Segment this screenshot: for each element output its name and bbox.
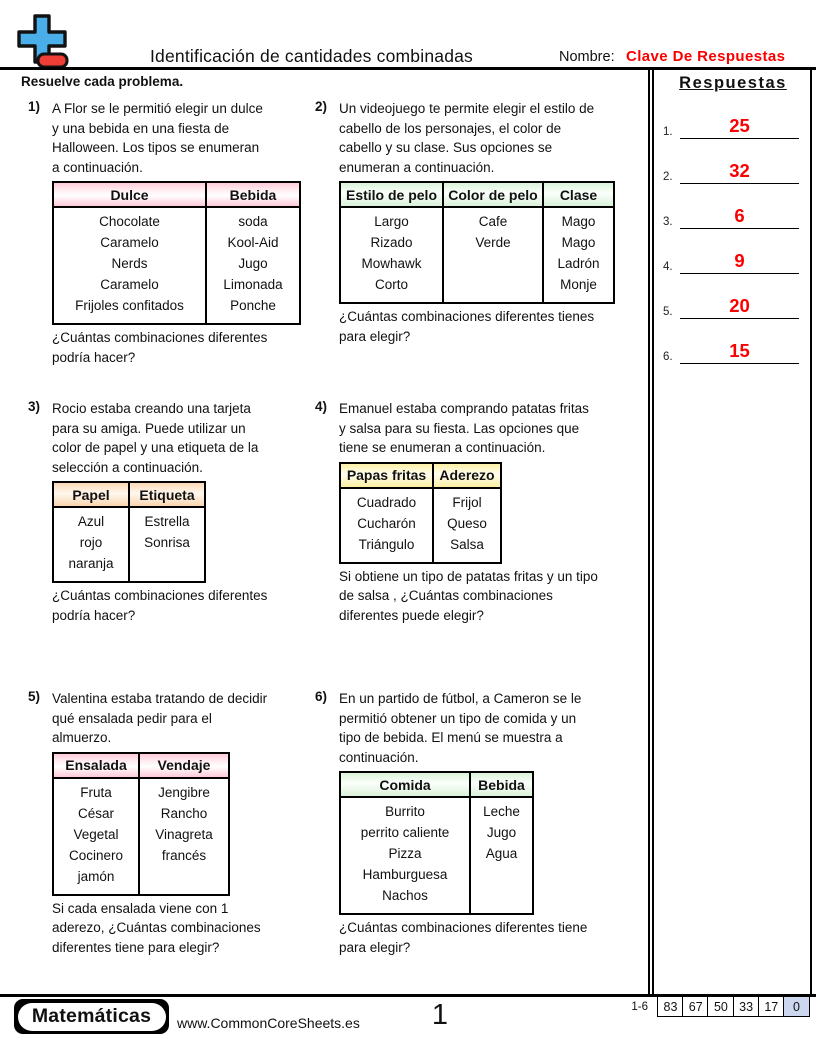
table-header-cell: Bebida <box>206 182 300 207</box>
name-label: Nombre: <box>559 49 615 65</box>
text-line: qué ensalada pedir para el <box>52 710 212 726</box>
header-divider <box>0 67 816 70</box>
table-value: Jugo <box>486 825 517 840</box>
website-text: www.CommonCoreSheets.es <box>177 1015 360 1031</box>
table-value: Hamburguesa <box>362 867 448 882</box>
table-value: Jugo <box>238 256 268 271</box>
problem-text <box>52 399 324 477</box>
text-line: para elegir? <box>339 328 411 344</box>
text-line: Emanuel estaba comprando patatas fritas <box>339 401 589 416</box>
answer-value: 9 <box>734 250 745 271</box>
answer-blank-line <box>680 238 799 274</box>
problem-text <box>52 689 324 748</box>
table-value: Jengibre <box>158 784 210 800</box>
text-line: podría hacer? <box>52 349 136 365</box>
answer-blank-line <box>680 283 799 319</box>
text-line: y salsa para su fiesta. Las opciones que <box>339 420 580 436</box>
answer-blank-line <box>680 328 799 364</box>
text-line: continuación. <box>339 749 419 765</box>
table-value: Cafe <box>478 214 508 229</box>
options-table <box>52 752 230 896</box>
table-header-cell: Etiqueta <box>129 482 205 507</box>
text-line: almuerzo. <box>52 730 112 745</box>
answer-number: 5. <box>663 306 673 319</box>
text-line: selección a continuación. <box>52 459 203 475</box>
name-value: Clave De Respuestas <box>626 48 786 65</box>
table-header-cell: Papas fritas <box>340 463 433 488</box>
answer-blank-line <box>680 193 799 229</box>
table-value: Cucharón <box>357 515 416 531</box>
text-line: y una bebida en una fiesta de <box>52 120 230 136</box>
problem-text <box>339 99 647 177</box>
text-line: ¿Cuántas combinaciones diferentes tienes <box>339 309 595 324</box>
score-box: 17 <box>758 996 785 1017</box>
score-box: 33 <box>733 996 760 1017</box>
table-values-cell <box>139 778 229 895</box>
table-value: Vegetal <box>73 826 119 842</box>
problem-3 <box>28 399 324 625</box>
score-boxes <box>657 996 810 1017</box>
text-line: A Flor se le permitió elegir un dulce <box>52 101 263 116</box>
text-line: aderezo, ¿Cuántas combinaciones <box>52 920 261 935</box>
table-value: Nachos <box>382 888 428 903</box>
problem-text <box>52 99 324 177</box>
table-values-cell <box>340 488 433 563</box>
answer-number: 4. <box>663 261 673 274</box>
table-value: Queso <box>447 515 487 531</box>
problem-question <box>52 899 324 958</box>
text-line: enumeran a continuación. <box>339 159 495 175</box>
text-line: cabello y su clase. Sus opciones se <box>339 140 553 155</box>
table-value: Ladrón <box>557 256 600 271</box>
text-line: En un partido de fútbol, a Cameron se le <box>339 691 582 706</box>
table-header-cell: Vendaje <box>139 753 229 778</box>
table-values-cell <box>340 797 470 914</box>
options-table <box>339 181 615 304</box>
answer-value: 20 <box>729 295 750 316</box>
table-value: Limonada <box>223 277 283 292</box>
table-value: Ponche <box>230 298 276 313</box>
answers-title: Respuestas <box>679 74 787 92</box>
table-value: Cuadrado <box>356 494 417 510</box>
problem-6 <box>315 689 647 957</box>
text-line: tipo de bebida. El menú se muestra a <box>339 730 563 745</box>
table-value: Kool-Aid <box>227 235 279 250</box>
table-value: Monje <box>560 277 597 292</box>
problem-2 <box>315 99 647 346</box>
text-line: ¿Cuántas combinaciones diferentes <box>52 330 268 345</box>
table-value: Rancho <box>160 805 208 821</box>
problem-number: 3) <box>28 399 41 414</box>
text-line: de salsa , ¿Cuántas combinaciones <box>339 588 553 603</box>
table-value: Caramelo <box>100 235 159 250</box>
answer-blank-line <box>680 148 799 184</box>
table-value: Estrella <box>144 514 190 529</box>
table-header-cell: Dulce <box>53 182 206 207</box>
table-value: Mago <box>561 235 596 250</box>
text-line: para elegir? <box>339 939 411 955</box>
problem-1 <box>28 99 324 367</box>
text-line: color de papel y una etiqueta de la <box>52 440 259 455</box>
table-values-cell <box>129 507 205 582</box>
table-value: perrito caliente <box>360 825 450 840</box>
problem-number: 4) <box>315 399 328 414</box>
table-header-cell: Clase <box>543 182 614 207</box>
problem-question <box>52 586 324 625</box>
table-value: naranja <box>68 556 114 571</box>
table-value: Frijol <box>452 494 482 510</box>
table-values-cell <box>443 207 543 303</box>
text-line: podría hacer? <box>52 607 136 623</box>
table-value: Rizado <box>370 235 413 250</box>
table-value: Mago <box>561 214 596 229</box>
table-header-cell: Ensalada <box>53 753 139 778</box>
table-value: Salsa <box>450 536 484 552</box>
instruction-text: Resuelve cada problema. <box>21 74 184 89</box>
options-table <box>339 771 534 915</box>
answer-item <box>654 229 812 274</box>
table-value: Triángulo <box>358 536 415 552</box>
table-values-cell <box>53 778 139 895</box>
table-value: jamón <box>77 868 115 884</box>
answer-number: 3. <box>663 216 673 229</box>
text-line: a continuación. <box>52 159 143 175</box>
problem-number: 1) <box>28 99 41 114</box>
table-value: Agua <box>485 846 518 861</box>
text-line: permitió obtener un tipo de comida y un <box>339 710 577 726</box>
table-value: Pizza <box>388 846 422 861</box>
answer-value: 25 <box>729 115 750 136</box>
table-value: Vinagreta <box>155 826 213 842</box>
page-number: 1 <box>431 999 449 1031</box>
table-value: soda <box>238 214 268 229</box>
text-line: para su amiga. Puede utilizar un <box>52 420 246 436</box>
problem-text <box>339 399 647 458</box>
text-line: tiene se enumeran a continuación. <box>339 440 546 455</box>
table-value: Azul <box>77 514 105 529</box>
table-values-cell <box>206 207 300 324</box>
text-line: diferentes puede elegir? <box>339 607 484 623</box>
problem-number: 2) <box>315 99 328 114</box>
answer-value: 32 <box>729 160 750 181</box>
table-value: César <box>77 805 114 821</box>
problem-5 <box>28 689 324 957</box>
problem-number: 6) <box>315 689 328 704</box>
answer-number: 2. <box>663 171 673 184</box>
answer-value: 6 <box>734 205 745 226</box>
text-line: ¿Cuántas combinaciones diferentes tiene <box>339 920 588 935</box>
text-line: ¿Cuántas combinaciones diferentes <box>52 588 268 603</box>
table-header-cell: Papel <box>53 482 129 507</box>
text-line: Si cada ensalada viene con 1 <box>52 900 229 916</box>
answer-number: 6. <box>663 351 673 364</box>
text-line: Rocio estaba creando una tarjeta <box>52 401 251 416</box>
table-header-cell: Color de pelo <box>443 182 543 207</box>
table-header-cell: Bebida <box>470 772 533 797</box>
subject-badge-label: Matemáticas <box>18 1003 166 1031</box>
table-values-cell <box>53 207 206 324</box>
answer-item <box>654 319 812 364</box>
text-line: Halloween. Los tipos se enumeran <box>52 140 260 155</box>
table-header-cell: Comida <box>340 772 470 797</box>
answer-item <box>654 94 812 139</box>
text-line: Valentina estaba tratando de decidir <box>52 691 268 706</box>
table-value: Verde <box>475 235 511 250</box>
table-value: Cocinero <box>68 847 124 863</box>
answers-list <box>654 94 812 364</box>
table-value: Corto <box>374 277 408 292</box>
table-value: Leche <box>483 804 520 819</box>
problem-question <box>339 567 647 626</box>
table-value: Nerds <box>111 256 148 271</box>
problem-question <box>339 918 647 957</box>
text-line: diferentes tiene para elegir? <box>52 939 220 955</box>
text-line: cabello de los personajes, el color de <box>339 120 562 136</box>
table-value: Burrito <box>385 804 425 819</box>
table-value: Sonrisa <box>144 535 190 550</box>
text-line: Un videojuego te permite elegir el estilo de <box>339 101 595 116</box>
table-values-cell <box>470 797 533 914</box>
table-value: Frijoles confitados <box>75 298 184 313</box>
problem-question <box>339 307 647 346</box>
table-values-cell <box>543 207 614 303</box>
subject-badge <box>14 999 169 1034</box>
answer-blank-line <box>680 103 799 139</box>
table-header-cell: Aderezo <box>433 463 501 488</box>
table-value: Fruta <box>80 784 112 800</box>
table-values-cell <box>433 488 501 563</box>
score-box: 83 <box>657 996 684 1017</box>
score-box: 67 <box>682 996 709 1017</box>
problem-question <box>52 328 324 367</box>
table-values-cell <box>53 507 129 582</box>
options-table <box>52 481 206 583</box>
problem-4 <box>315 399 647 625</box>
page-title: Identificación de cantidades combinadas <box>150 46 474 66</box>
table-value: rojo <box>79 535 103 550</box>
score-box-highlighted: 0 <box>783 996 810 1017</box>
table-header-cell: Estilo de pelo <box>340 182 443 207</box>
table-values-cell <box>340 207 443 303</box>
options-table <box>339 462 502 564</box>
answer-value: 15 <box>729 340 750 361</box>
text-line: Si obtiene un tipo de patatas fritas y un tipo <box>339 568 598 584</box>
score-box: 50 <box>707 996 734 1017</box>
problem-text <box>339 689 647 767</box>
table-value: Largo <box>374 214 409 229</box>
answer-item <box>654 139 812 184</box>
options-table <box>52 181 301 325</box>
table-value: Caramelo <box>100 277 159 292</box>
answer-item <box>654 274 812 319</box>
table-value: Chocolate <box>99 214 160 229</box>
answer-number: 1. <box>663 126 673 139</box>
problem-number: 5) <box>28 689 41 704</box>
answer-item <box>654 184 812 229</box>
score-range-label: 1-6 <box>631 1001 648 1013</box>
table-value: francés <box>161 847 207 863</box>
table-value: Mowhawk <box>361 256 422 271</box>
